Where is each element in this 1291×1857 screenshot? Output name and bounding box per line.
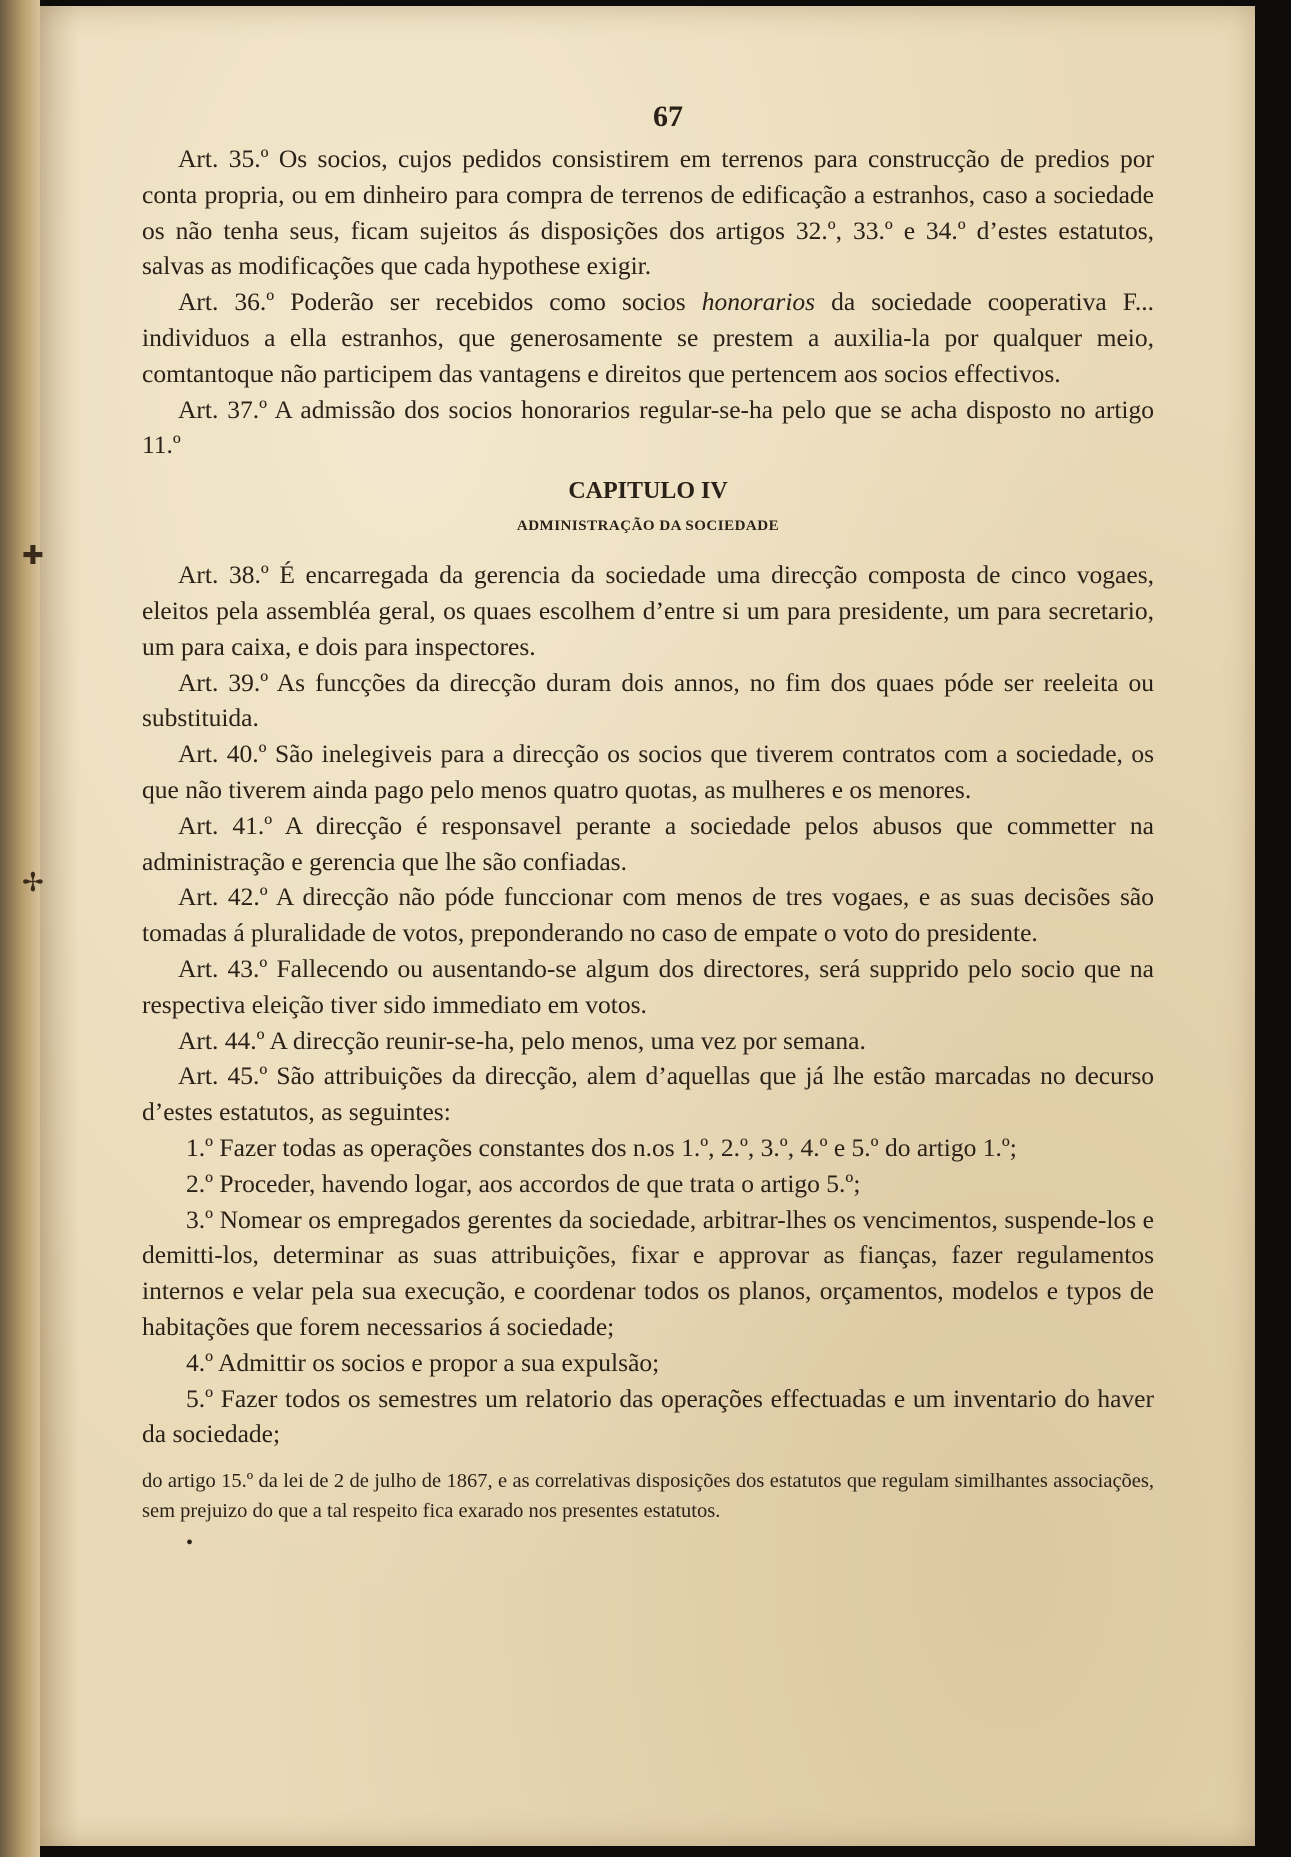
- book-spine: [0, 0, 40, 1857]
- chapter-title: CAPITULO IV: [568, 478, 728, 505]
- footnote-mark: •: [186, 1532, 194, 1555]
- article-paragraph: Art. 35.º Os socios, cujos pedidos consistirem em terrenos para construcção de predios por conta propria, ou em dinheiro para compra de terrenos de edificação a estranhos, caso a sociedade os não tenha seus, ficam sujeitos ás disposições dos artigos 32.º, 33.º e 34.º d’estes estatutos, salvas as modificações que cada hypothese exigir.: [142, 144, 1154, 281]
- footnote: do artigo 15.º da lei de 2 de julho de 1867, e as correlativas disposições dos estatutos que regulam similhantes associações, sem prejuizo do que a tal respeito fica exarado nos presentes estatutos.: [142, 1470, 1154, 1523]
- list-item: 3.º Nomear os empregados gerentes da sociedade, arbitrar-lhes os vencimentos, suspende-los e demitti-los, determinar as suas attribuições, fixar e approvar as fianças, fazer regulamentos internos e velar pela sua execução, e coordenar todos os planos, orçamentos, modelos e typos de habitações que forem necessarios á sociedade;: [142, 1204, 1154, 1341]
- list-item: 1.º Fazer todas as operações constantes dos n.os 1.º, 2.º, 3.º, 4.º e 5.º do artigo 1.º;: [186, 1132, 1017, 1162]
- article-paragraph: Art. 44.º A direcção reunir-se-ha, pelo menos, uma vez por semana.: [178, 1025, 866, 1055]
- article-paragraph: Art. 43.º Fallecendo ou ausentando-se algum dos directores, será supprido pelo socio que na respectiva eleição tiver sido immediato em votos.: [142, 953, 1154, 1019]
- article-paragraph: Art. 40.º São inelegiveis para a direcção os socios que tiverem contratos com a sociedade, os que não tiverem ainda pago pelo menos quatro quotas, as mulheres e os menores.: [142, 739, 1154, 804]
- article-paragraph: Art. 37.º A admissão dos socios honorarios regular-se-ha pelo que se acha disposto no artigo 11.º: [142, 394, 1154, 460]
- article-text: da sociedade cooperativa F... individuos a ella estranhos, que generosamente se prestem a auxilia-la por qualquer meio, comtantoque não participem das vantagens e direitos que pertencem aos socios effectivos.: [142, 287, 1154, 388]
- article-paragraph: Art. 39.º As funcções da direcção duram dois annos, no fim dos quaes póde ser reeleita ou substituida.: [142, 667, 1154, 733]
- page-body: [142, 95, 1154, 1554]
- article-paragraph: [142, 284, 1154, 391]
- article-text: Art. 36.º Poderão ser recebidos como socios: [178, 287, 702, 317]
- article-paragraph: Art. 41.º A direcção é responsavel perante a sociedade pelos abusos que commetter na administração e gerencia que lhe são confiadas.: [142, 810, 1154, 876]
- list-item: 5.º Fazer todos os semestres um relatorio das operações effectuadas e um inventario do haver da sociedade;: [142, 1383, 1154, 1449]
- pin-mark-icon: ✚: [22, 541, 44, 570]
- article-paragraph: Art. 38.º É encarregada da gerencia da sociedade uma direcção composta de cinco vogaes, eleitos pela assembléa geral, os quaes escolhem d’entre si um para presidente, um para secretario, um para caixa, e dois para inspectores.: [142, 560, 1154, 661]
- article-paragraph: Art. 45.º São attribuições da direcção, alem d’aquellas que já lhe estão marcadas no decurso d’estes estatutos, as seguintes:: [142, 1061, 1154, 1127]
- page-number: 67: [653, 100, 683, 133]
- list-item: 2.º Proceder, havendo logar, aos accordos de que trata o artigo 5.º;: [186, 1168, 861, 1198]
- list-item: 4.º Admittir os socios e propor a sua expulsão;: [186, 1347, 660, 1377]
- section-title: ADMINISTRAÇÃO DA SOCIEDADE: [516, 518, 780, 535]
- article-paragraph: Art. 42.º A direcção não póde funccionar com menos de tres vogaes, e as suas decisões são tomadas á pluralidade de votos, preponderando no caso de empate o voto do presidente.: [142, 882, 1154, 948]
- emphasis-text: honorarios: [701, 287, 816, 317]
- pin-mark-icon: ✢: [22, 868, 44, 897]
